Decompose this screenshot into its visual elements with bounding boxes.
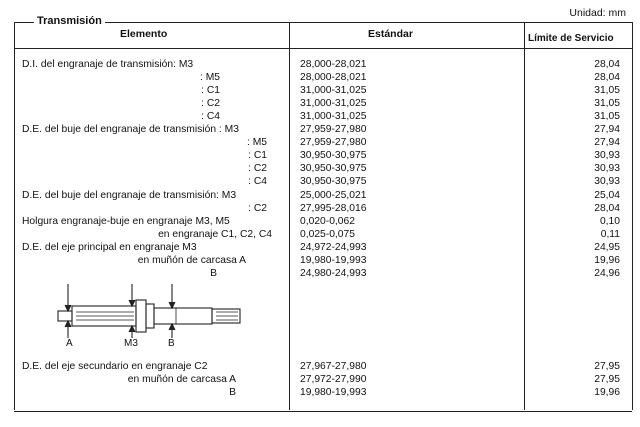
row-limit: 27,94 <box>594 124 620 135</box>
row-limit: 31,05 <box>594 85 620 96</box>
row-standard: 27,995-28,016 <box>300 203 367 214</box>
row-limit: 0,10 <box>599 216 620 227</box>
row-standard: 24,972-24,993 <box>300 242 367 253</box>
row-label: D.E. del buje del engranaje de transmisión : M3 <box>22 124 239 135</box>
row-label: : C1 <box>248 150 267 161</box>
row-label: : C1 <box>201 85 220 96</box>
table-border-right <box>632 22 633 410</box>
row-label: D.E. del eje principal en engranaje M3 <box>22 242 197 253</box>
row-standard: 27,967-27,980 <box>300 361 367 372</box>
row-standard: 19,980-19,993 <box>300 387 367 398</box>
row-limit: 28,04 <box>594 72 620 83</box>
row-standard: 0,020-0,062 <box>300 216 355 227</box>
row-limit: 19,96 <box>594 387 620 398</box>
row-limit: 24,95 <box>594 242 620 253</box>
row-limit: 28,04 <box>594 203 620 214</box>
row-label: en muñón de carcasa A <box>137 255 246 266</box>
header-estandar: Estándar <box>368 28 413 40</box>
main-shaft-diagram <box>50 276 250 348</box>
row-limit: 0,11 <box>600 229 620 240</box>
row-standard: 30,950-30,975 <box>300 163 367 174</box>
row-standard: 25,000-25,021 <box>300 190 367 201</box>
row-limit: 27,95 <box>594 361 620 372</box>
diagram-label-a: A <box>66 338 73 348</box>
row-label: : M5 <box>246 137 267 148</box>
row-limit: 30,93 <box>594 150 620 161</box>
row-limit: 19,96 <box>594 255 620 266</box>
row-label: : C4 <box>248 176 267 187</box>
row-label: D.E. del buje del engranaje de transmisión: M3 <box>22 190 237 201</box>
row-limit: 27,94 <box>594 137 620 148</box>
row-label: B <box>229 387 236 398</box>
row-standard: 31,000-31,025 <box>300 98 367 109</box>
row-standard: 30,950-30,975 <box>300 176 367 187</box>
row-standard: 27,972-27,990 <box>300 374 367 385</box>
row-label: : C2 <box>248 163 267 174</box>
column-divider-2 <box>524 22 525 410</box>
column-divider-1 <box>289 22 290 410</box>
row-limit: 24,96 <box>594 268 620 279</box>
row-standard: 31,000-31,025 <box>300 85 367 96</box>
row-limit: 27,95 <box>594 374 620 385</box>
shaft-journal-a <box>58 311 72 321</box>
diagram-label-b: B <box>168 338 175 348</box>
unit-label: Unidad: mm <box>569 7 626 19</box>
row-limit: 25,04 <box>594 190 620 201</box>
row-label: D.E. del eje secundario en engranaje C2 <box>22 361 208 372</box>
row-label: D.I. del engranaje de transmisión: M3 <box>22 59 194 70</box>
header-limite: Límite de Servicio <box>528 33 614 44</box>
row-limit: 28,04 <box>594 59 620 70</box>
row-standard: 27,959-27,980 <box>300 137 367 148</box>
header-elemento: Elemento <box>120 28 168 40</box>
row-limit: 30,93 <box>594 176 620 187</box>
row-limit: 30,93 <box>594 163 620 174</box>
shaft-collar <box>136 300 146 332</box>
row-label: en muñón de carcasa A <box>127 374 236 385</box>
header-divider <box>14 48 632 49</box>
row-standard: 28,000-28,021 <box>300 59 367 70</box>
row-standard: 27,959-27,980 <box>300 124 367 135</box>
row-standard: 31,000-31,025 <box>300 111 367 122</box>
section-title: Transmisión <box>34 15 105 27</box>
row-label: : C2 <box>201 98 220 109</box>
row-label: : C4 <box>201 111 220 122</box>
row-label: : C2 <box>248 203 267 214</box>
shaft-collar-step <box>146 304 154 328</box>
row-standard: 24,980-24,993 <box>300 268 367 279</box>
row-standard: 28,000-28,021 <box>300 72 367 83</box>
row-limit: 31,05 <box>594 111 620 122</box>
row-limit: 31,05 <box>594 98 620 109</box>
row-label: Holgura engranaje-buje en engranaje M3, M5 <box>22 216 230 227</box>
row-label: B <box>210 268 217 279</box>
row-label: en engranaje C1, C2, C4 <box>158 229 272 240</box>
row-label: : M5 <box>199 72 220 83</box>
row-standard: 19,980-19,993 <box>300 255 367 266</box>
diagram-label-m3: M3 <box>124 338 138 348</box>
row-standard: 30,950-30,975 <box>300 150 367 161</box>
table-border-left <box>14 22 15 410</box>
shaft-right-body <box>154 308 212 324</box>
row-standard: 0,025-0,075 <box>300 229 355 240</box>
